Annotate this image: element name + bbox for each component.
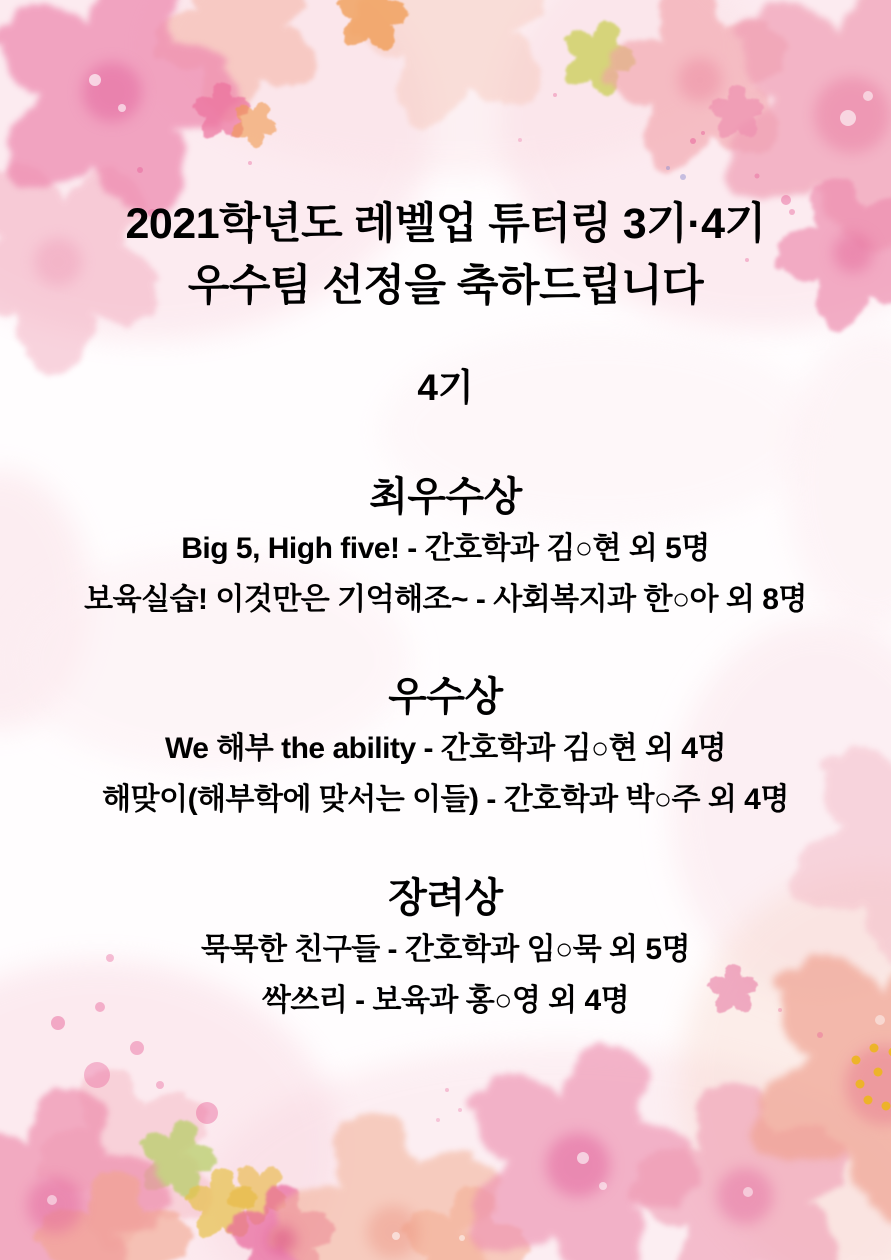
title-line-1: 2021학년도 레벨업 튜터링 3기·4기: [125, 199, 766, 248]
poster-title: [0, 193, 891, 317]
team-entry: 묵묵한 친구들 - 간호학과 임○묵 외 5명: [200, 933, 691, 966]
award-name: 최우수상: [369, 475, 522, 519]
term-label: 4기: [417, 367, 474, 408]
encouragement-award-section: [0, 874, 891, 1026]
team-entry: 보육실습! 이것만은 기억해조~ - 사회복지과 한○아 외 8명: [84, 583, 807, 616]
title-line-2: 우수팀 선정을 축하드립니다: [187, 261, 704, 310]
team-entry: 싹쓰리 - 보육과 홍○영 외 4명: [261, 984, 630, 1017]
award-name: 우수상: [388, 675, 503, 719]
team-entry: We 해부 the ability - 간호학과 김○현 외 4명: [165, 732, 726, 765]
team-entry: Big 5, High five! - 간호학과 김○현 외 5명: [181, 532, 710, 565]
excellence-award-section: [0, 673, 891, 825]
award-name: 장려상: [388, 876, 503, 920]
grand-prize-section: [0, 473, 891, 625]
team-entry: 해맞이(해부학에 맞서는 이들) - 간호학과 박○주 외 4명: [102, 783, 789, 816]
